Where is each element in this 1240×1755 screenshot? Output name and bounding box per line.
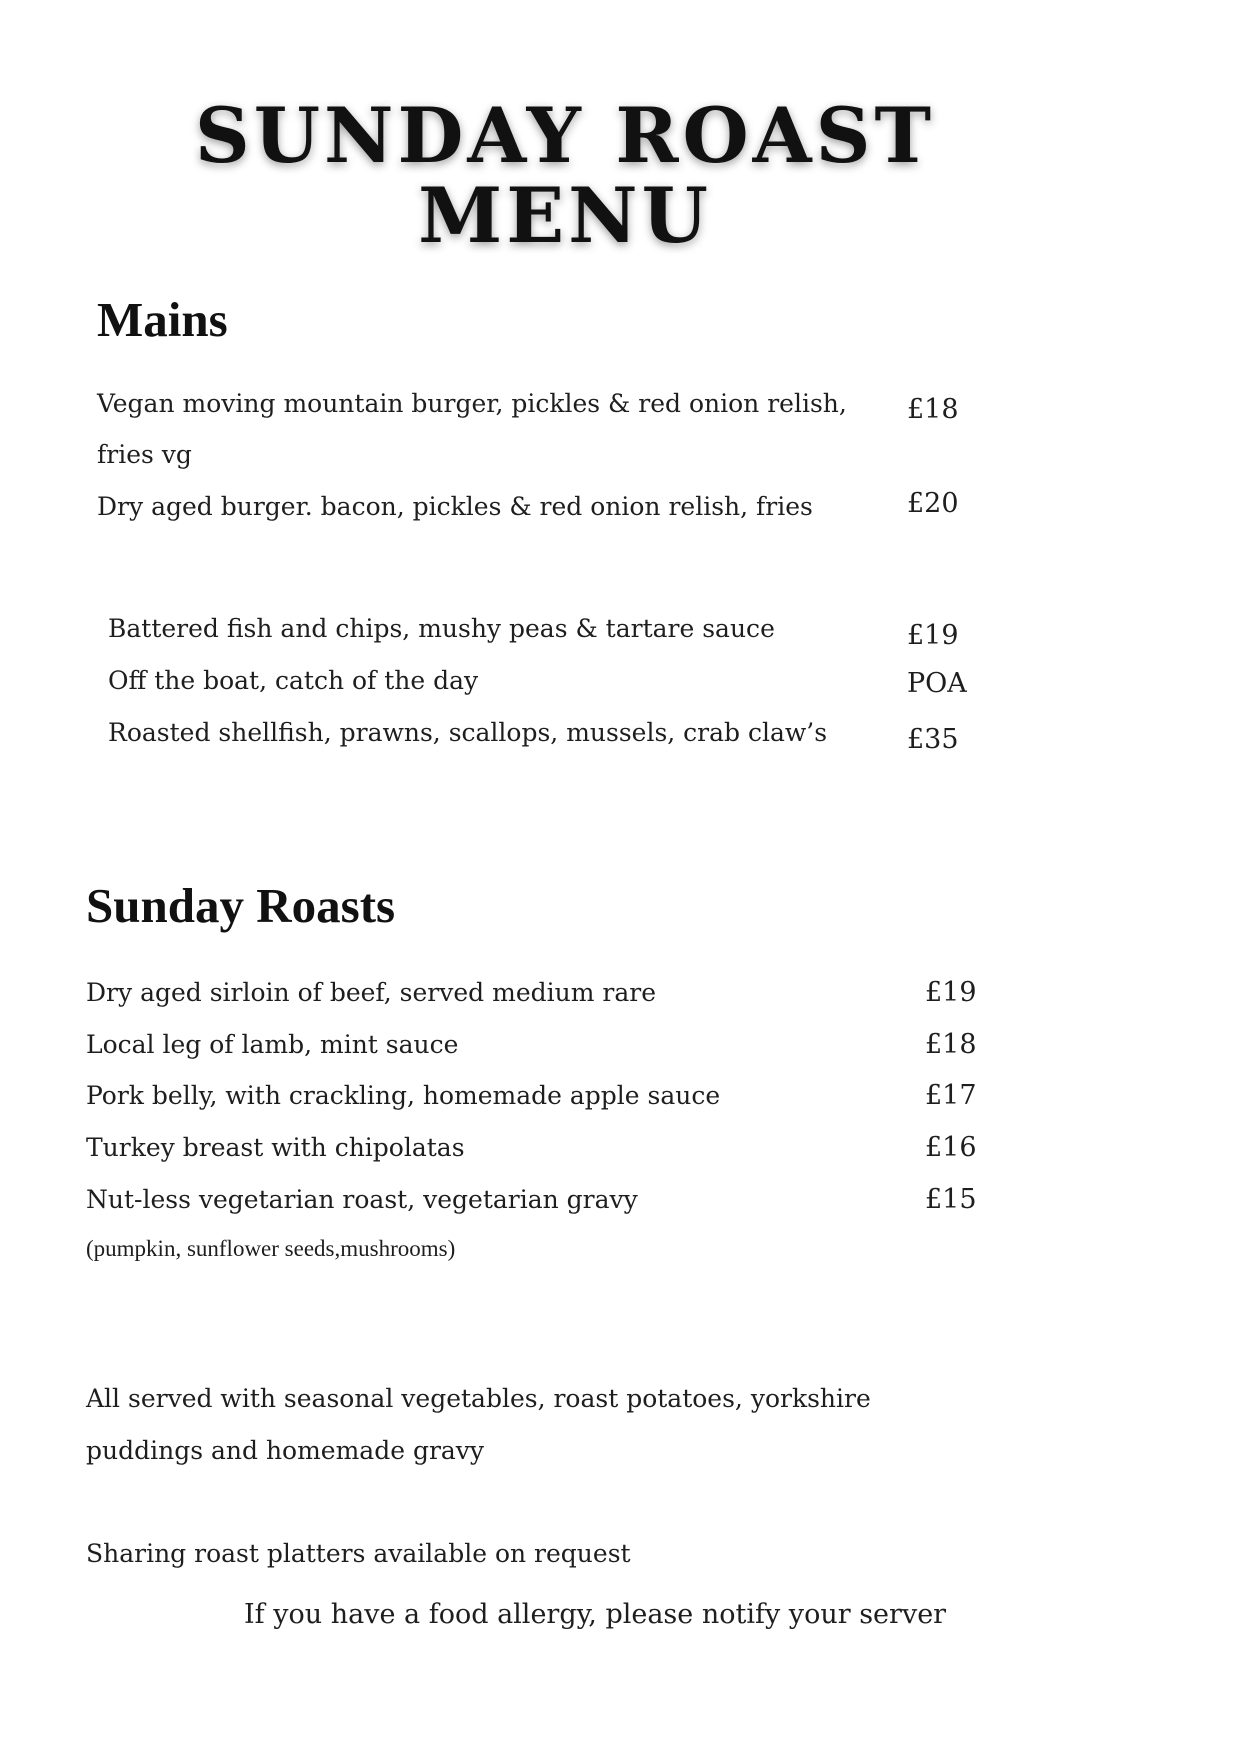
roasts-item-sirloin-of-beef: Dry aged sirloin of beef, served medium rare xyxy=(86,978,656,1007)
roasts-item-turkey-breast: Turkey breast with chipolatas xyxy=(86,1133,465,1162)
mains-item-vegan-burger-line-2: fries vg xyxy=(97,440,192,469)
mains-price-vegan-burger: £18 xyxy=(907,394,959,425)
roasts-price-pork-belly: £17 xyxy=(925,1080,977,1111)
sharing-platters-note: Sharing roast platters available on request xyxy=(86,1539,631,1568)
allergy-notice: If you have a food allergy, please notify your server xyxy=(244,1599,947,1630)
mains-price-dry-aged-burger: £20 xyxy=(907,488,959,519)
mains-price-fish-and-chips: £19 xyxy=(907,620,959,651)
mains-price-catch-of-the-day: POA xyxy=(907,668,967,699)
mains-item-roasted-shellfish: Roasted shellfish, prawns, scallops, mussels, crab claw’s xyxy=(108,718,828,747)
mains-item-fish-and-chips: Battered fish and chips, mushy peas & tartare sauce xyxy=(108,614,775,643)
served-with-line-1: All served with seasonal vegetables, roast potatoes, yorkshire xyxy=(86,1384,871,1413)
roasts-price-turkey-breast: £16 xyxy=(925,1132,977,1163)
menu-title-line-1: SUNDAY ROAST xyxy=(194,91,936,180)
roasts-price-vegetarian-roast: £15 xyxy=(925,1184,977,1215)
roasts-price-leg-of-lamb: £18 xyxy=(925,1029,977,1060)
mains-price-roasted-shellfish: £35 xyxy=(907,724,959,755)
roasts-vegetarian-roast-note: (pumpkin, sunflower seeds,mushrooms) xyxy=(86,1236,456,1261)
served-with-line-2: puddings and homemade gravy xyxy=(86,1436,485,1465)
mains-item-dry-aged-burger: Dry aged burger. bacon, pickles & red onion relish, fries xyxy=(97,492,813,521)
mains-item-vegan-burger-line-1: Vegan moving mountain burger, pickles & red onion relish, xyxy=(97,389,847,418)
mains-item-catch-of-the-day: Off the boat, catch of the day xyxy=(108,666,479,695)
menu-title-line-2: MENU xyxy=(418,171,712,260)
roasts-item-vegetarian-roast: Nut-less vegetarian roast, vegetarian gravy xyxy=(86,1185,638,1214)
roasts-price-sirloin-of-beef: £19 xyxy=(925,977,977,1008)
roasts-item-leg-of-lamb: Local leg of lamb, mint sauce xyxy=(86,1030,459,1059)
mains-heading: Mains xyxy=(97,292,228,347)
roasts-item-pork-belly: Pork belly, with crackling, homemade apple sauce xyxy=(86,1081,721,1110)
roasts-heading: Sunday Roasts xyxy=(86,878,396,933)
